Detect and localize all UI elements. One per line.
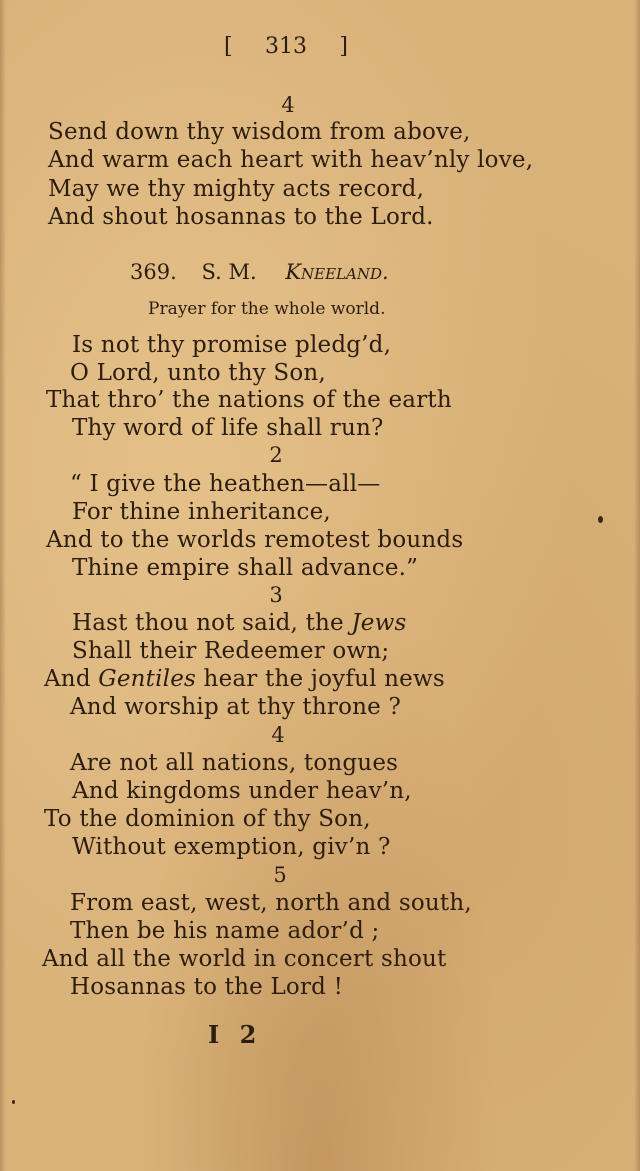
verse-text: hear the joyful news [196,666,445,692]
verse-line: Without exemption, giv’n ? [72,834,391,860]
verse-line: Then be his name ador’d ; [70,918,380,944]
verse-line: And warm each heart with heav’nly love, [48,147,534,173]
verse-line [72,609,407,637]
verse-line: And kingdoms under heav’n, [72,778,412,804]
page-edge-left [0,0,6,1171]
hymn-title [130,258,389,286]
verse-line [44,665,445,693]
verse-line: Send down thy wisdom from above, [48,119,471,145]
hymn-number: 369. [130,260,177,284]
verse-emphasis: Jews [351,610,407,636]
verse-line: For thine inheritance, [72,499,331,525]
verse-line: Thy word of life shall run? [72,415,384,441]
verse-line: Hosannas to the Lord ! [70,974,344,1000]
ink-speck [12,1100,15,1104]
hymn-tune: Kneeland. [285,260,389,284]
verse-line: And shout hosannas to the Lord. [48,204,434,230]
signature-mark: I 2 [208,1020,263,1049]
verse-line: Thine empire shall advance.” [72,555,419,581]
header-bracket-right: ] [339,34,348,59]
verse-line: And worship at thy throne ? [70,694,401,720]
verse-line: “ I give the heathen—all— [70,471,381,497]
verse-text: And [44,666,99,692]
page-edge-right [634,0,640,1171]
verse-line: That thro’ the nations of the earth [46,387,452,413]
verse-line: And to the worlds remotest bounds [46,527,464,553]
ink-speck [598,516,603,523]
verse-text: Hast thou not said, the [72,610,352,636]
verse-line: And all the world in concert shout [42,946,447,972]
verse-line: To the dominion of thy Son, [44,806,371,832]
hymn-meter: S. M. [201,260,257,284]
verse-line: O Lord, unto thy Son, [70,360,326,386]
verse-number: 4 [271,723,285,747]
header-bracket-left: [ [224,34,233,59]
verse-line: Is not thy promise pledg’d, [72,332,392,358]
verse-number: 3 [269,583,283,607]
page-number: 313 [265,34,307,59]
hymn-subtitle: Prayer for the whole world. [148,299,386,319]
verse-number: 2 [269,443,283,467]
verse-emphasis: Gentiles [98,666,197,692]
verse-line: From east, west, north and south, [70,890,472,916]
verse-number: 5 [273,863,287,887]
verse-line: Are not all nations, tongues [70,750,399,776]
page-header [224,32,348,62]
verse-line: May we thy mighty acts record, [48,176,425,202]
verse-line: Shall their Redeemer own; [72,638,390,664]
verse-number: 4 [281,93,295,117]
